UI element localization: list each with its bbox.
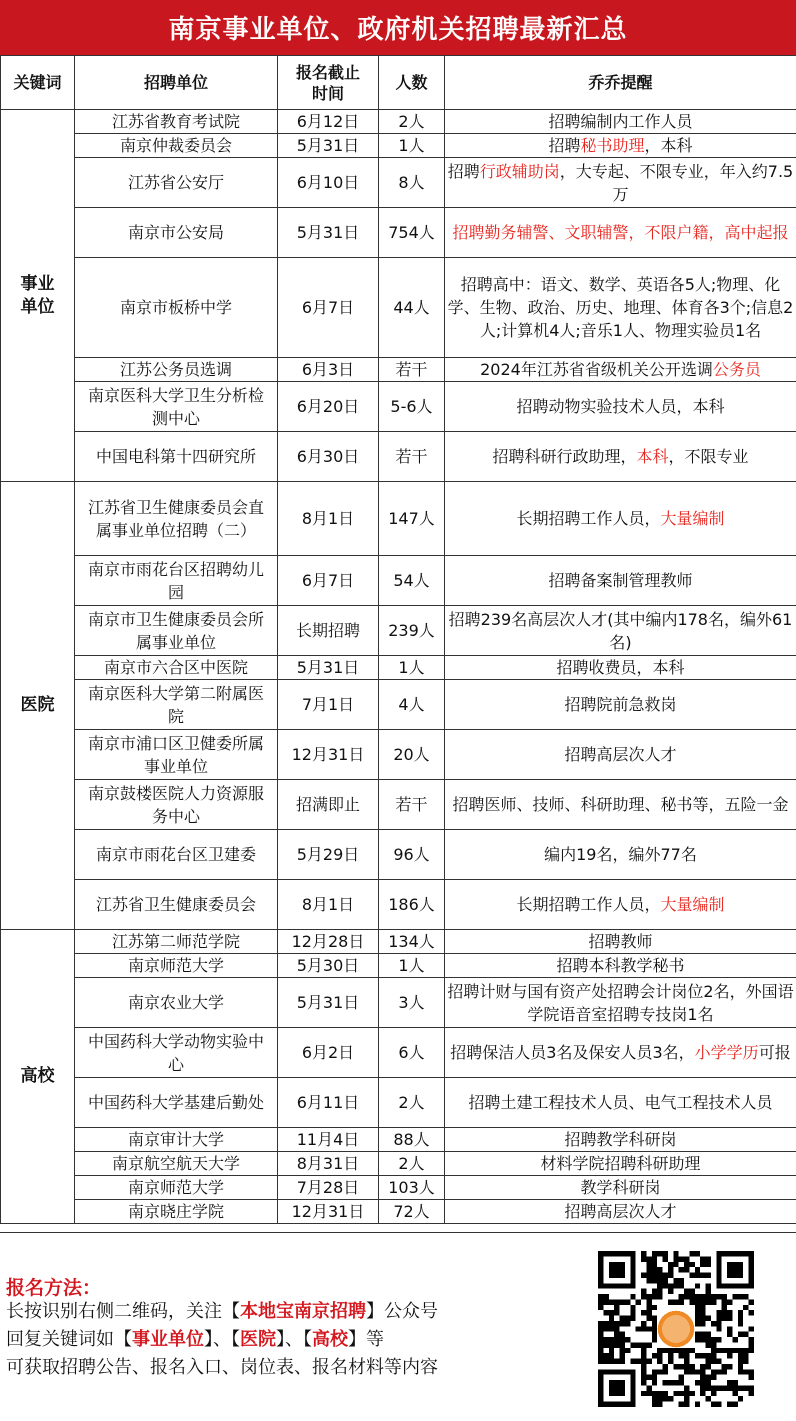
deadline-cell: 6月20日 — [278, 382, 379, 432]
table-row — [1, 1078, 796, 1128]
deadline-cell: 7月28日 — [278, 1176, 379, 1200]
count-cell: 3人 — [379, 978, 445, 1028]
note-cell — [445, 606, 796, 656]
note-text: 招聘保洁人员3名及保安人员3名， — [450, 1043, 694, 1062]
table-row — [1, 134, 796, 158]
table-row — [1, 258, 796, 358]
deadline-cell: 6月2日 — [278, 1028, 379, 1078]
header-note: 乔乔提醒 — [445, 56, 796, 110]
highlight-text: 大量编制 — [661, 895, 725, 914]
table-row — [1, 482, 796, 556]
unit-cell: 南京市浦口区卫健委所属事业单位 — [75, 730, 278, 780]
deadline-cell: 11月4日 — [278, 1128, 379, 1152]
unit-cell: 南京市雨花台区招聘幼儿园 — [75, 556, 278, 606]
unit-cell: 江苏省公安厅 — [75, 158, 278, 208]
note-cell — [445, 556, 796, 606]
note-text: 招聘收费员，本科 — [556, 658, 684, 677]
deadline-cell: 12月31日 — [278, 730, 379, 780]
table-row — [1, 358, 796, 382]
note-text: 招聘 — [548, 136, 580, 155]
note-text: ，本科 — [645, 136, 693, 155]
note-text: 招聘计财与国有资产处招聘会计岗位2名，外国语学院语音室招聘专技岗1名 — [447, 982, 793, 1024]
unit-cell: 南京审计大学 — [75, 1128, 278, 1152]
count-cell: 若干 — [379, 432, 445, 482]
count-cell: 186人 — [379, 880, 445, 930]
note-text: 编内19名，编外77名 — [544, 845, 697, 864]
note-text: 2024年江苏省省级机关公开选调 — [480, 360, 713, 379]
note-cell — [445, 1152, 796, 1176]
deadline-cell: 5月30日 — [278, 954, 379, 978]
note-text: 招聘编制内工作人员 — [548, 112, 692, 131]
note-text: 长期招聘工作人员， — [516, 509, 660, 528]
highlight-text: 行政辅助岗 — [480, 162, 560, 181]
count-cell: 若干 — [379, 358, 445, 382]
note-cell — [445, 656, 796, 680]
method-line-1: 长按识别右侧二维码，关注【本地宝南京招聘】公众号 — [6, 1299, 438, 1325]
category-cell: 事业单位 — [1, 110, 75, 482]
note-cell — [445, 978, 796, 1028]
deadline-cell: 6月7日 — [278, 556, 379, 606]
table-row — [1, 382, 796, 432]
note-text: 招聘土建工程技术人员、电气工程技术人员 — [468, 1093, 772, 1112]
unit-cell: 南京市板桥中学 — [75, 258, 278, 358]
count-cell: 1人 — [379, 954, 445, 978]
count-cell: 72人 — [379, 1200, 445, 1224]
note-cell — [445, 134, 796, 158]
header-keyword: 关键词 — [1, 56, 75, 110]
count-cell: 1人 — [379, 134, 445, 158]
note-text: 教学科研岗 — [580, 1178, 660, 1197]
note-text: 长期招聘工作人员， — [516, 895, 660, 914]
highlight-text: 秘书助理 — [580, 136, 644, 155]
count-cell: 2人 — [379, 1152, 445, 1176]
category-cell: 高校 — [1, 930, 75, 1224]
deadline-cell: 6月3日 — [278, 358, 379, 382]
table-row — [1, 1200, 796, 1224]
unit-cell: 江苏第二师范学院 — [75, 930, 278, 954]
table-row — [1, 158, 796, 208]
header-count: 人数 — [379, 56, 445, 110]
note-text: 招聘备案制管理教师 — [548, 571, 692, 590]
count-cell: 103人 — [379, 1176, 445, 1200]
deadline-cell: 5月31日 — [278, 656, 379, 680]
count-cell: 8人 — [379, 158, 445, 208]
table-row — [1, 110, 796, 134]
unit-cell: 南京师范大学 — [75, 954, 278, 978]
deadline-cell: 12月28日 — [278, 930, 379, 954]
deadline-cell: 8月1日 — [278, 880, 379, 930]
count-cell: 44人 — [379, 258, 445, 358]
highlight-text: 大量编制 — [661, 509, 725, 528]
count-cell: 88人 — [379, 1128, 445, 1152]
count-cell: 5-6人 — [379, 382, 445, 432]
note-cell — [445, 158, 796, 208]
note-text: 招聘高层次人才 — [564, 1202, 676, 1221]
count-cell: 4人 — [379, 680, 445, 730]
recruitment-table — [0, 55, 796, 1224]
deadline-cell: 12月31日 — [278, 1200, 379, 1224]
count-cell: 147人 — [379, 482, 445, 556]
note-text: 招聘239名高层次人才(其中编内178名，编外61名) — [449, 610, 793, 652]
table-row — [1, 730, 796, 780]
count-cell: 2人 — [379, 1078, 445, 1128]
note-cell — [445, 880, 796, 930]
note-text: 可报 — [759, 1043, 791, 1062]
note-cell — [445, 1176, 796, 1200]
note-text: 招聘院前急救岗 — [564, 695, 676, 714]
deadline-cell: 招满即止 — [278, 780, 379, 830]
unit-cell: 南京市公安局 — [75, 208, 278, 258]
unit-cell: 南京医科大学卫生分析检测中心 — [75, 382, 278, 432]
page-title: 南京事业单位、政府机关招聘最新汇总 — [0, 0, 796, 55]
signup-method-section — [0, 1232, 796, 1421]
note-cell — [445, 680, 796, 730]
table-row — [1, 780, 796, 830]
table-header-row — [1, 56, 796, 110]
deadline-cell: 5月29日 — [278, 830, 379, 880]
note-cell — [445, 1028, 796, 1078]
note-text: 招聘高中：语文、数学、英语各5人;物理、化学、生物、政治、历史、地理、体育各3个;信息2人;计算机4人;音乐1人、物理实验员1名 — [448, 275, 794, 340]
deadline-cell: 7月1日 — [278, 680, 379, 730]
note-cell — [445, 1128, 796, 1152]
note-text: 招聘教学科研岗 — [564, 1130, 676, 1149]
highlight-text: 公务员 — [713, 360, 761, 379]
unit-cell: 南京仲裁委员会 — [75, 134, 278, 158]
note-text: 招聘 — [448, 162, 480, 181]
note-cell — [445, 1200, 796, 1224]
note-cell — [445, 358, 796, 382]
table-row — [1, 1152, 796, 1176]
count-cell: 54人 — [379, 556, 445, 606]
note-text: 材料学院招聘科研助理 — [540, 1154, 700, 1173]
unit-cell: 南京晓庄学院 — [75, 1200, 278, 1224]
note-cell — [445, 830, 796, 880]
category-cell: 医院 — [1, 482, 75, 930]
method-line-2: 回复关键词如【事业单位】、【医院】、【高校】等 — [6, 1327, 384, 1353]
deadline-cell: 8月1日 — [278, 482, 379, 556]
unit-cell: 南京师范大学 — [75, 1176, 278, 1200]
table-row — [1, 880, 796, 930]
count-cell: 96人 — [379, 830, 445, 880]
table-row — [1, 556, 796, 606]
count-cell: 1人 — [379, 656, 445, 680]
table-row — [1, 978, 796, 1028]
table-row — [1, 954, 796, 978]
table-row — [1, 1128, 796, 1152]
note-text: 招聘教师 — [588, 932, 652, 951]
header-deadline: 报名截止时间 — [278, 56, 379, 110]
method-title: 报名方法： — [6, 1273, 101, 1300]
unit-cell: 中国电科第十四研究所 — [75, 432, 278, 482]
note-cell — [445, 780, 796, 830]
unit-cell: 江苏公务员选调 — [75, 358, 278, 382]
table-row — [1, 1028, 796, 1078]
note-cell — [445, 382, 796, 432]
unit-cell: 南京农业大学 — [75, 978, 278, 1028]
table-row — [1, 432, 796, 482]
count-cell: 754人 — [379, 208, 445, 258]
count-cell: 2人 — [379, 110, 445, 134]
count-cell: 6人 — [379, 1028, 445, 1078]
table-row — [1, 606, 796, 656]
unit-cell: 南京航空航天大学 — [75, 1152, 278, 1176]
header-unit: 招聘单位 — [75, 56, 278, 110]
note-cell — [445, 954, 796, 978]
deadline-cell: 8月31日 — [278, 1152, 379, 1176]
count-cell: 20人 — [379, 730, 445, 780]
unit-cell: 中国药科大学动物实验中心 — [75, 1028, 278, 1078]
unit-cell: 中国药科大学基建后勤处 — [75, 1078, 278, 1128]
deadline-cell: 6月30日 — [278, 432, 379, 482]
deadline-cell: 6月12日 — [278, 110, 379, 134]
unit-cell: 南京市卫生健康委员会所属事业单位 — [75, 606, 278, 656]
note-cell — [445, 1078, 796, 1128]
note-text: ，大专起、不限专业，年入约7.5万 — [560, 162, 793, 204]
table-row — [1, 830, 796, 880]
unit-cell: 南京市六合区中医院 — [75, 656, 278, 680]
unit-cell: 江苏省卫生健康委员会直属事业单位招聘（二） — [75, 482, 278, 556]
unit-cell: 南京鼓楼医院人力资源服务中心 — [75, 780, 278, 830]
deadline-cell: 5月31日 — [278, 134, 379, 158]
note-cell — [445, 258, 796, 358]
unit-cell: 江苏省教育考试院 — [75, 110, 278, 134]
note-text: 招聘本科教学秘书 — [556, 956, 684, 975]
unit-cell: 南京市雨花台区卫建委 — [75, 830, 278, 880]
table-row — [1, 208, 796, 258]
highlight-text: 小学学历 — [695, 1043, 759, 1062]
deadline-cell: 6月11日 — [278, 1078, 379, 1128]
table-row — [1, 656, 796, 680]
table-row — [1, 1176, 796, 1200]
note-text: ，不限专业 — [669, 447, 749, 466]
account-name: 本地宝南京招聘 — [240, 1301, 366, 1322]
deadline-cell: 6月10日 — [278, 158, 379, 208]
unit-cell: 江苏省卫生健康委员会 — [75, 880, 278, 930]
note-cell — [445, 930, 796, 954]
highlight-text: 本科 — [636, 447, 668, 466]
note-cell — [445, 432, 796, 482]
note-text: 招聘高层次人才 — [564, 745, 676, 764]
table-row — [1, 680, 796, 730]
deadline-cell: 6月7日 — [278, 258, 379, 358]
table-row — [1, 930, 796, 954]
note-text: 招聘科研行政助理， — [492, 447, 636, 466]
note-cell — [445, 730, 796, 780]
count-cell: 239人 — [379, 606, 445, 656]
note-text: 招聘医师、技师、科研助理、秘书等，五险一金 — [452, 795, 788, 814]
deadline-cell: 5月31日 — [278, 208, 379, 258]
deadline-cell: 长期招聘 — [278, 606, 379, 656]
note-text: 招聘动物实验技术人员，本科 — [516, 397, 724, 416]
unit-cell: 南京医科大学第二附属医院 — [75, 680, 278, 730]
method-line-3: 可获取招聘公告、报名入口、岗位表、报名材料等内容 — [6, 1355, 438, 1381]
highlight-text: 招聘勤务辅警、文职辅警，不限户籍，高中起报 — [452, 223, 788, 242]
count-cell: 134人 — [379, 930, 445, 954]
deadline-cell: 5月31日 — [278, 978, 379, 1028]
count-cell: 若干 — [379, 780, 445, 830]
note-cell — [445, 110, 796, 134]
note-cell — [445, 208, 796, 258]
note-cell — [445, 482, 796, 556]
qr-code-icon[interactable] — [598, 1251, 754, 1407]
